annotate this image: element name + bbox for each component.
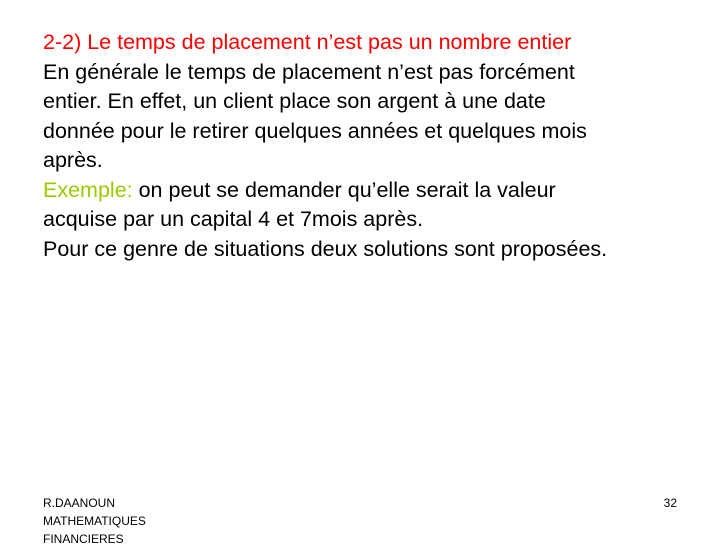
- slide-title: 2-2) Le temps de placement n’est pas un nombre entier: [43, 30, 572, 54]
- paragraph-line: entier. En effet, un client place son argent à une date: [43, 89, 546, 113]
- slide-body: [43, 28, 693, 264]
- paragraph-line: En générale le temps de placement n’est pas forcément: [43, 59, 575, 84]
- example-text: on peut se demander qu’elle serait la valeur: [132, 177, 556, 202]
- example-line: acquise par un capital 4 et 7mois après.: [43, 207, 424, 231]
- page-number: 32: [663, 496, 677, 510]
- footer-author-line: FINANCIERES: [43, 532, 124, 546]
- paragraph-line: après.: [43, 148, 103, 172]
- paragraph-line: donnée pour le retirer quelques années et quelques mois: [43, 118, 587, 143]
- conclusion-line: Pour ce genre de situations deux solutions sont proposées.: [43, 236, 608, 261]
- example-label: Exemple:: [43, 177, 133, 202]
- footer-author-line: MATHEMATIQUES: [43, 514, 146, 528]
- footer-author-line: R.DAANOUN: [43, 496, 116, 510]
- example-line: [43, 176, 693, 206]
